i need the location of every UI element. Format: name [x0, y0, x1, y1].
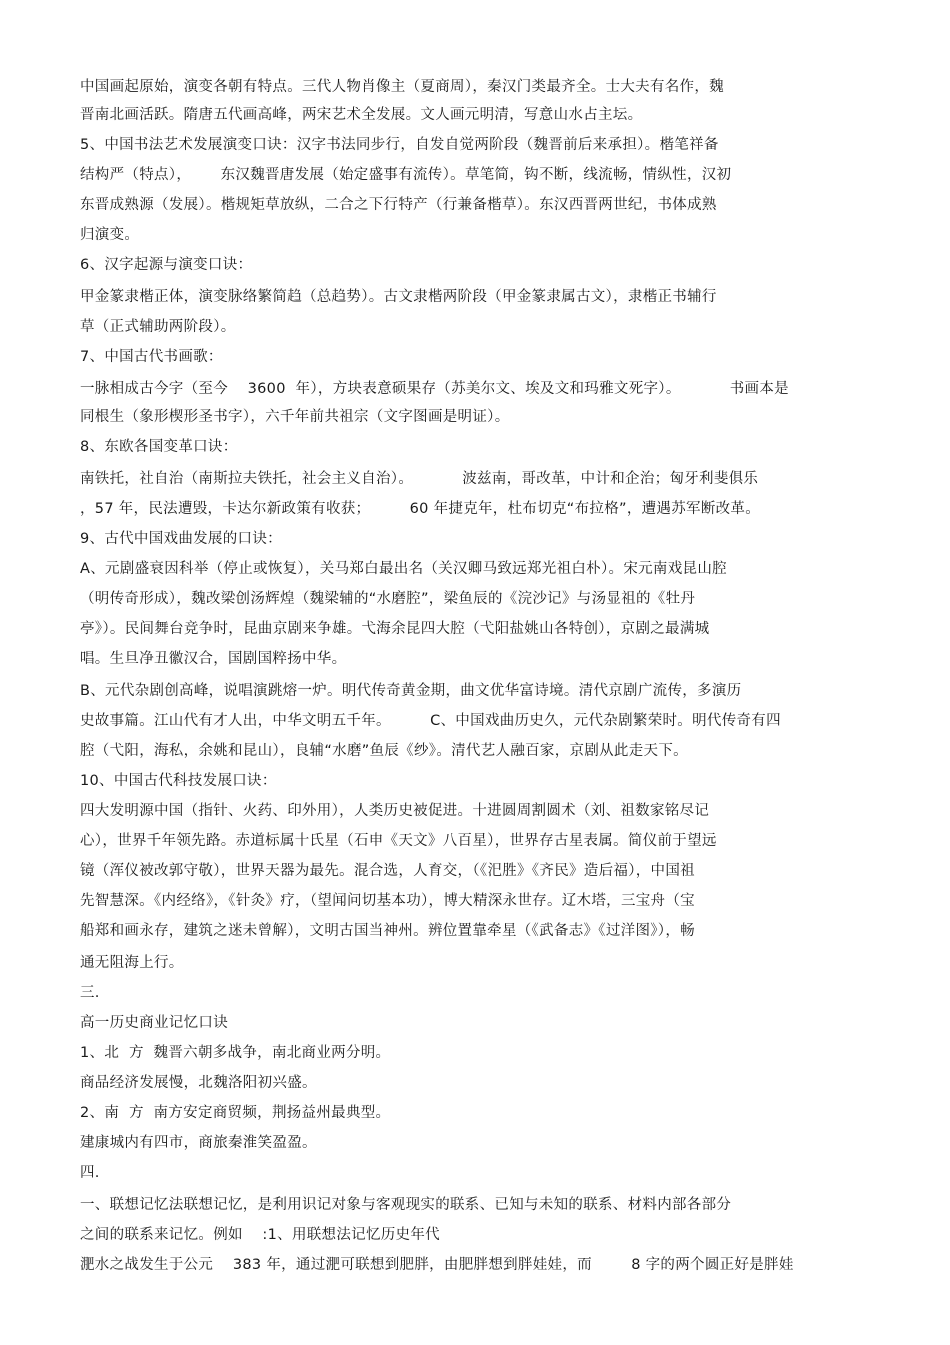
text-line: 之间的联系来记忆。例如 :1、用联想法记忆历史年代 [80, 1227, 440, 1243]
text-line: 淝水之战发生于公元 383 年，通过淝可联想到肥胖，由肥胖想到胖娃娃，而 8 字的两个圆正好是胖娃 [80, 1257, 794, 1273]
text-line: 9、古代中国戏曲发展的口诀： [80, 531, 282, 547]
text-line: 先智慧深。《内经络》，《针灸》疗，（望闻问切基本功），博大精深永世存。辽木塔，三宝舟（宝 [80, 893, 695, 909]
text-line: 结构严（特点）， 东汉魏晋唐发展（始定盛事有流传）。草笔简，钩不断，线流畅，情纵性，汉初 [80, 167, 732, 183]
text-line: B、元代杂剧创高峰，说唱演跳熔一炉。明代传奇黄金期，曲文优华富诗境。清代京剧广流传，多演历 [80, 683, 742, 699]
text-line: 史故事篇。江山代有才人出，中华文明五千年。 C、中国戏曲历史久，元代杂剧繁荣时。明代传奇有四 [80, 713, 781, 729]
text-line: 船郑和画永存，建筑之迷未曾解），文明古国当神州。辨位置靠牵星（《武备志》《过洋图》），畅 [80, 923, 695, 939]
text-line: 中国画起原始，演变各朝有特点。三代人物肖像主（夏商周），秦汉门类最齐全。士大夫有名作，魏 [80, 79, 724, 95]
text-line: 商品经济发展慢，北魏洛阳初兴盛。 [80, 1075, 317, 1091]
text-line: 建康城内有四市，商旅秦淮笑盈盈。 [80, 1135, 317, 1151]
text-line: 镜（浑仪被改郭守敬），世界天器为最先。混合选，人育交，（《汜胜》《齐民》造后福），中国祖 [80, 863, 695, 879]
text-line: 一、联想记忆法联想记忆，是利用识记对象与客观现实的联系、已知与未知的联系、材料内部各部分 [80, 1197, 732, 1213]
text-line: 三. [80, 985, 100, 1001]
text-line: 5、中国书法艺术发展演变口诀：汉字书法同步行，自发自觉两阶段（魏晋前后来承担）。楷笔祥备 [80, 137, 719, 153]
text-line: 高一历史商业记忆口诀 [80, 1015, 228, 1031]
text-line: 甲金篆隶楷正体，演变脉络繁简趋（总趋势）。古文隶楷两阶段（甲金篆隶属古文），隶楷正书辅行 [80, 289, 717, 305]
text-line: 腔（弋阳，海私，余姚和昆山），良辅“水磨”鱼辰《纱》。清代艺人融百家，京剧从此走天下。 [80, 743, 688, 759]
text-line: （明传奇形成），魏改梁创汤辉煌（魏梁辅的“水磨腔”，梁鱼辰的《浣沙记》与汤显祖的《牡丹 [80, 591, 696, 607]
text-line: 2、南 方 南方安定商贸频，荆扬益州最典型。 [80, 1105, 391, 1121]
text-line: 一脉相成古今字（至今 3600 年），方块表意硕果存（苏美尔文、埃及文和玛雅文死字）。 书画本是 [80, 381, 789, 397]
text-line: 唱。生旦净丑徽汉合，国剧国粹扬中华。 [80, 651, 347, 667]
text-line: 10、中国古代科技发展口诀： [80, 773, 277, 789]
text-line: 心），世界千年领先路。赤道标属十氏星（石申《天文》八百星），世界存古星表属。简仪前于望远 [80, 833, 717, 849]
text-line: A、元剧盛衰因科举（停止或恢复），关马郑白最出名（关汉卿马致远郑光祖白朴）。宋元南戏昆山腔 [80, 561, 727, 577]
text-line: 6、汉字起源与演变口诀： [80, 257, 253, 273]
text-line: 归演变。 [80, 227, 140, 243]
text-line: 草（正式辅助两阶段）。 [80, 319, 236, 335]
text-line: ，57 年，民法遭毁，卡达尔新政策有收获； 60 年捷克年，杜布切克“布拉格”，遭遇苏军断改革。 [80, 501, 761, 517]
text-line: 同根生（象形楔形圣书字），六千年前共祖宗（文字图画是明证）。 [80, 409, 510, 425]
text-line: 1、北 方 魏晋六朝多战争，南北商业两分明。 [80, 1045, 391, 1061]
text-line: 通无阻海上行。 [80, 955, 184, 971]
text-line: 四大发明源中国（指针、火药、印外用），人类历史被促进。十进圆周割圆术（刘、祖数家铭尽记 [80, 803, 710, 819]
text-line: 7、中国古代书画歌： [80, 349, 223, 365]
text-line: 亭》）。民间舞台竞争时，昆曲京剧来争雄。弋海余昆四大腔（弋阳盐姚山各特创），京剧之最满城 [80, 621, 710, 637]
text-line: 晋南北画活跃。隋唐五代画高峰，两宋艺术全发展。文人画元明清，写意山水占主坛。 [80, 107, 643, 123]
text-line: 东晋成熟源（发展）。楷规矩草放纵，二合之下行特产（行兼备楷草）。东汉西晋两世纪，书体成熟 [80, 197, 717, 213]
text-line: 四. [80, 1165, 100, 1181]
text-line: 南铁托，社自治（南斯拉夫铁托，社会主义自治）。 波兹南，哥改革，中计和企治；匈牙利斐俱乐 [80, 471, 759, 487]
text-line: 8、东欧各国变革口诀： [80, 439, 238, 455]
